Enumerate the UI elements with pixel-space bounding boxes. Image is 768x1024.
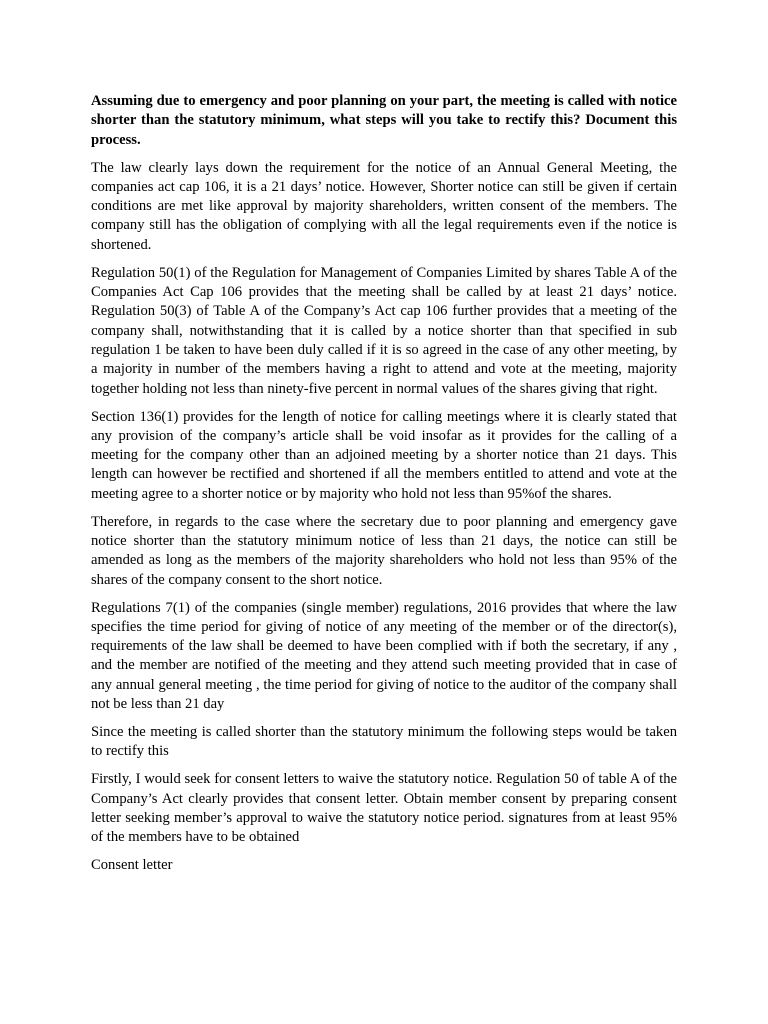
question-heading: Assuming due to emergency and poor planning on your part, the meeting is called with notice shorter than the statutory minimum, what steps will you take to rectify this? Document this process.	[91, 93, 677, 148]
paragraph-consent-letter-label: Consent letter	[91, 857, 173, 874]
paragraph-therefore: Therefore, in regards to the case where the secretary due to poor planning and emergency gave notice shorter than the statutory minimum notice of less than 21 days, the notice can still be amended as long as the members of the majority shareholders who hold not less than 95% of the shares of the company consent to the short notice.	[91, 513, 677, 588]
paragraph-regulation-7: Regulations 7(1) of the companies (single member) regulations, 2016 provides that where the law specifies the time period for giving of notice of any meeting of the member or of the director(s), requirements of the law shall be deemed to have been complied with if both the secretary, if any , and the member are notified of the meeting and they attend such meeting provided that in case of any annual general meeting , the time period for giving of notice to the auditor of the company shall not be less than 21 day	[91, 599, 677, 713]
paragraph-regulation-50: Regulation 50(1) of the Regulation for Management of Companies Limited by shares Table A of the Companies Act Cap 106 provides that the meeting shall be called by at least 21 days’ notice. Regulation 50(3) of Table A of the Company’s Act cap 106 further provides that a meeting of the company shall, notwithstanding that it is called by a notice shorter than that specified in sub regulation 1 be taken to have been duly called if it is so agreed in the case of any other meeting, by a majority in number of the members having a right to attend and vote at the meeting, majority together holding not less than ninety-five percent in normal values of the shares giving that right.	[91, 264, 677, 397]
paragraph-notice-requirement: The law clearly lays down the requirement for the notice of an Annual General Meeting, the companies act cap 106, it is a 21 days’ notice. However, Shorter notice can still be given if certain conditions are met like approval by majority shareholders, written consent of the members. The company still has the obligation of complying with all the legal requirements even if the notice is shortened.	[91, 159, 677, 253]
document-page	[91, 92, 677, 884]
paragraph-steps-intro: Since the meeting is called shorter than the statutory minimum the following steps would be taken to rectify this	[91, 724, 677, 760]
paragraph-first-step: Firstly, I would seek for consent letters to waive the statutory notice. Regulation 50 of table A of the Company’s Act clearly provides that consent letter. Obtain member consent by preparing consent letter seeking member’s approval to waive the statutory notice period. signatures from at least 95% of the members have to be obtained	[91, 771, 677, 846]
paragraph-section-136: Section 136(1) provides for the length of notice for calling meetings where it is clearly stated that any provision of the company’s article shall be void insofar as it provides for the calling of a meeting for the company other than an adjoined meeting by a shorter notice than 21 days. This length can however be rectified and shortened if all the members entitled to attend and vote at the meeting agree to a shorter notice or by majority who hold not less than 95%of the shares.	[91, 408, 677, 502]
